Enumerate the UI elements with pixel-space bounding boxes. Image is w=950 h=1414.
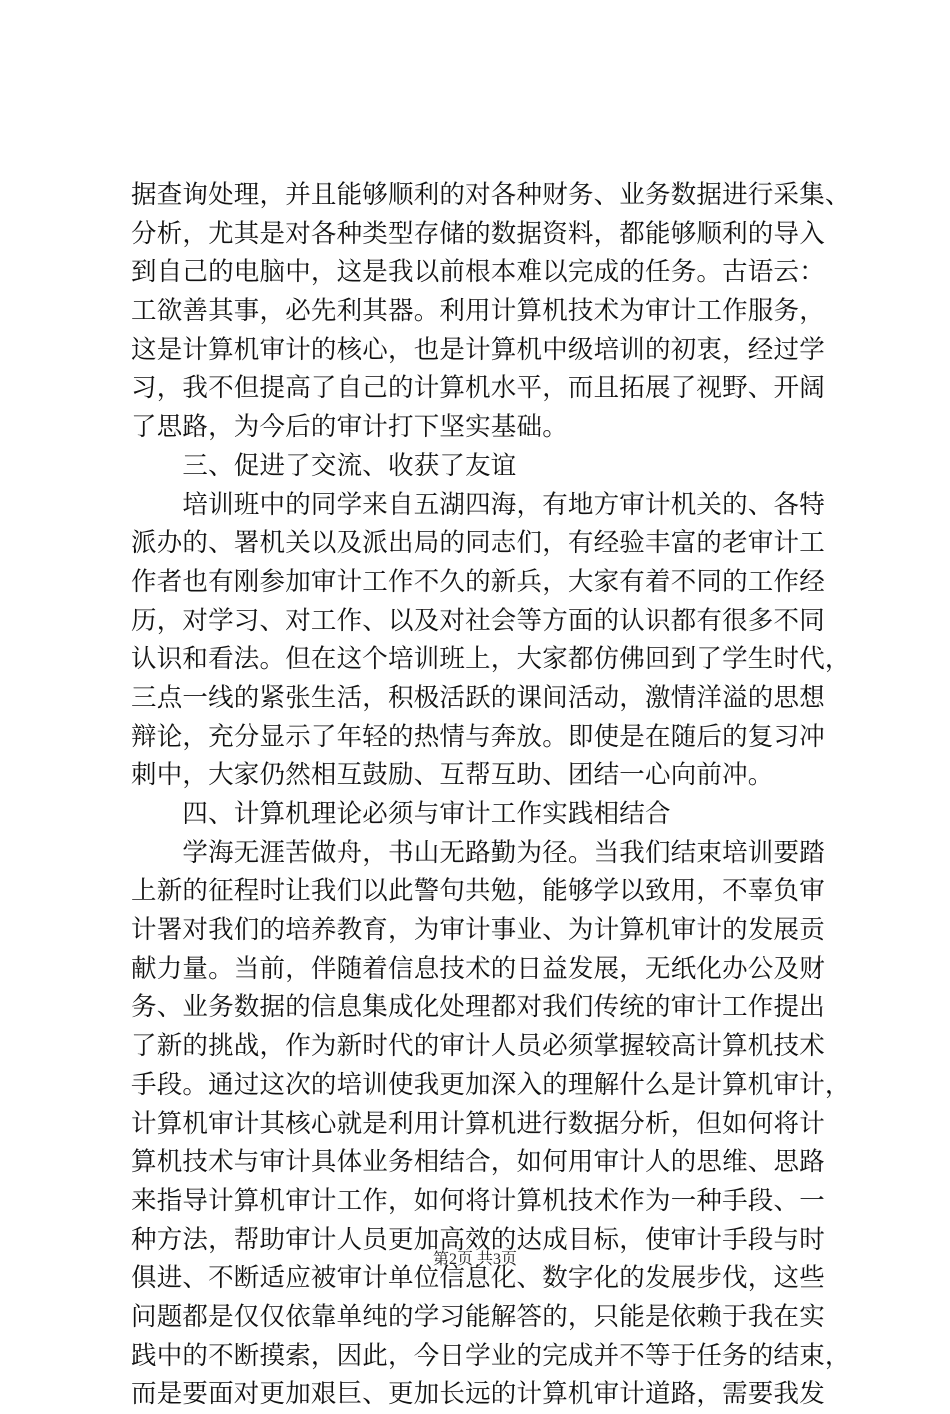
text-line: 计署对我们的培养教育，为审计事业、为计算机审计的发展贡 <box>131 915 825 946</box>
text-line: 来指导计算机审计工作，如何将计算机技术作为一种手段、一 <box>131 1185 825 1216</box>
text-line: 了思路，为今后的审计打下坚实基础。 <box>131 412 568 443</box>
document-body <box>131 176 851 1414</box>
text-line: 种方法，帮助审计人员更加高效的达成目标，使审计手段与时 <box>131 1224 825 1255</box>
text-line: 这是计算机审计的核心，也是计算机中级培训的初衷，经过学 <box>131 334 825 365</box>
text-line: 手段。通过这次的培训使我更加深入的理解什么是计算机审计， <box>131 1069 851 1100</box>
text-line: 务、业务数据的信息集成化处理都对我们传统的审计工作提出 <box>131 992 825 1023</box>
text-line: 派办的、署机关以及派出局的同志们，有经验丰富的老审计工 <box>131 528 825 559</box>
text-line: 到自己的电脑中，这是我以前根本难以完成的任务。古语云： <box>131 257 825 288</box>
text-line: 而是要面对更加艰巨、更加长远的计算机审计道路，需要我发 <box>131 1379 825 1410</box>
text-line: 分析，尤其是对各种类型存储的数据资料，都能够顺利的导入 <box>131 218 825 249</box>
text-line: 俱进、不断适应被审计单位信息化、数字化的发展步伐，这些 <box>131 1263 825 1294</box>
text-line: 三、促进了交流、收获了友谊 <box>131 450 517 481</box>
page-footer: 第2页 共3页 <box>432 1251 517 1268</box>
text-line: 四、计算机理论必须与审计工作实践相结合 <box>131 799 671 829</box>
text-line: 刺中，大家仍然相互鼓励、互帮互助、团结一心向前冲。 <box>131 760 774 791</box>
text-line: 献力量。当前，伴随着信息技术的日益发展，无纸化办公及财 <box>131 953 825 984</box>
text-line: 作者也有刚参加审计工作不久的新兵，大家有着不同的工作经 <box>131 566 825 597</box>
text-line: 算机技术与审计具体业务相结合，如何用审计人的思维、思路 <box>131 1147 825 1178</box>
text-line: 工欲善其事，必先利其器。利用计算机技术为审计工作服务， <box>131 296 825 327</box>
text-line: 据查询处理，并且能够顺利的对各种财务、业务数据进行采集、 <box>131 180 851 210</box>
text-line: 培训班中的同学来自五湖四海，有地方审计机关的、各特 <box>131 489 825 520</box>
text-line: 上新的征程时让我们以此警句共勉，能够学以致用，不辜负审 <box>131 876 825 907</box>
text-line: 辩论，充分显示了年轻的热情与奔放。即使是在随后的复习冲 <box>131 721 825 752</box>
text-line: 践中的不断摸索，因此，今日学业的完成并不等于任务的结束， <box>131 1340 851 1371</box>
text-line: 习，我不但提高了自己的计算机水平，而且拓展了视野、开阔 <box>131 373 825 404</box>
text-line: 学海无涯苦做舟，书山无路勤为径。当我们结束培训要踏 <box>131 837 825 868</box>
text-line: 认识和看法。但在这个培训班上，大家都仿佛回到了学生时代， <box>131 644 851 675</box>
text-line: 计算机审计其核心就是利用计算机进行数据分析，但如何将计 <box>131 1108 825 1139</box>
text-line: 了新的挑战，作为新时代的审计人员必须掌握较高计算机技术 <box>131 1031 825 1062</box>
text-line: 三点一线的紧张生活，积极活跃的课间活动，激情洋溢的思想 <box>131 682 825 713</box>
text-line: 问题都是仅仅依靠单纯的学习能解答的，只能是依赖于我在实 <box>131 1301 825 1332</box>
text-line: 历，对学习、对工作、以及对社会等方面的认识都有很多不同 <box>131 605 825 636</box>
